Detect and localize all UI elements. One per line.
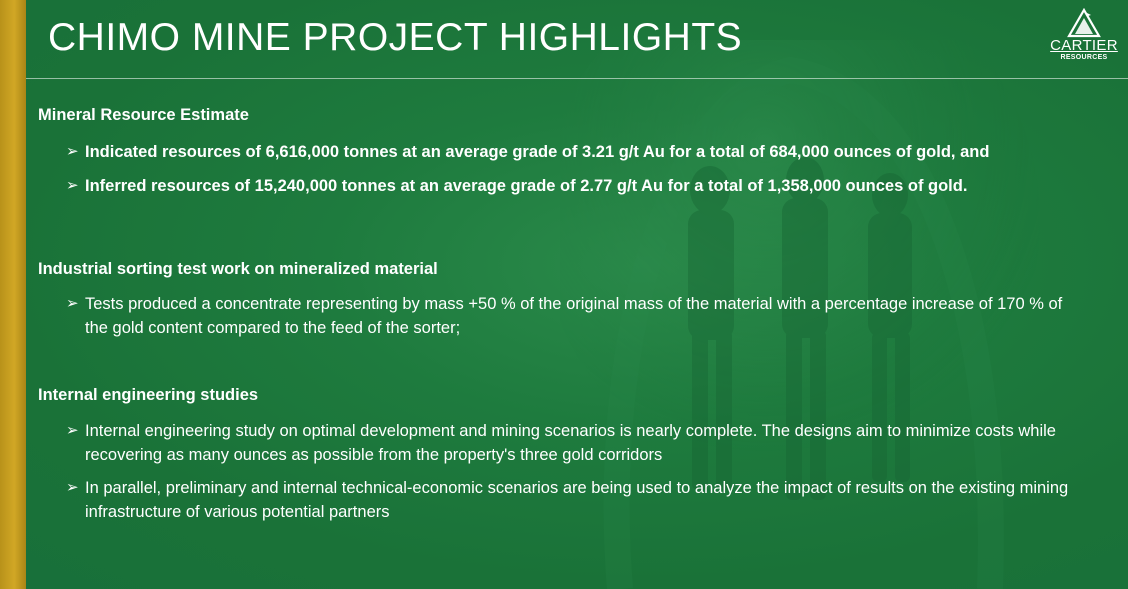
accent-bar — [0, 0, 26, 589]
title-divider — [26, 78, 1128, 79]
section-heading-industrial-sorting: Industrial sorting test work on mineralized material — [38, 260, 438, 278]
cartier-logo — [1044, 8, 1124, 80]
bullet-text: In parallel, preliminary and internal technical-economic scenarios are being used to analyze the impact of results on the existing mining infrastructure of various potential partners — [85, 479, 1069, 521]
bullet-text: Indicated resources of 6,616,000 tonnes at an average grade of 3.21 g/t Au for a total of 684,000 ounces of gold, and — [85, 143, 990, 161]
list-item — [66, 292, 1076, 340]
section-heading-engineering-studies: Internal engineering studies — [38, 386, 259, 404]
arrow-bullet-icon: ➢ — [66, 295, 79, 312]
bullet-text: Inferred resources of 15,240,000 tonnes at an average grade of 2.77 g/t Au for a total of 1,358,000 ounces of gold. — [85, 177, 968, 195]
section-heading-mineral-resource: Mineral Resource Estimate — [38, 106, 249, 124]
page-title: CHIMO MINE PROJECT HIGHLIGHTS — [48, 16, 743, 59]
arrow-bullet-icon: ➢ — [66, 177, 79, 194]
arrow-bullet-icon: ➢ — [66, 479, 79, 496]
arrow-bullet-icon: ➢ — [66, 143, 79, 160]
mountain-logo-icon — [1067, 8, 1101, 38]
arrow-bullet-icon: ➢ — [66, 422, 79, 439]
list-item — [66, 174, 1126, 198]
list-item — [66, 419, 1076, 467]
bullet-text: Internal engineering study on optimal development and mining scenarios is nearly complete. The designs aim to minimize costs while recovering as many ounces as possible from the property's three gold corridors — [85, 422, 1056, 464]
bullet-text: Tests produced a concentrate representing by mass +50 % of the original mass of the material with a percentage increase of 170 % of the gold content compared to the feed of the sorter; — [85, 295, 1063, 337]
logo-subtitle: RESOURCES — [1060, 54, 1108, 61]
logo-name: CARTIER — [1050, 37, 1118, 54]
list-item — [66, 140, 1126, 164]
list-item — [66, 476, 1124, 524]
